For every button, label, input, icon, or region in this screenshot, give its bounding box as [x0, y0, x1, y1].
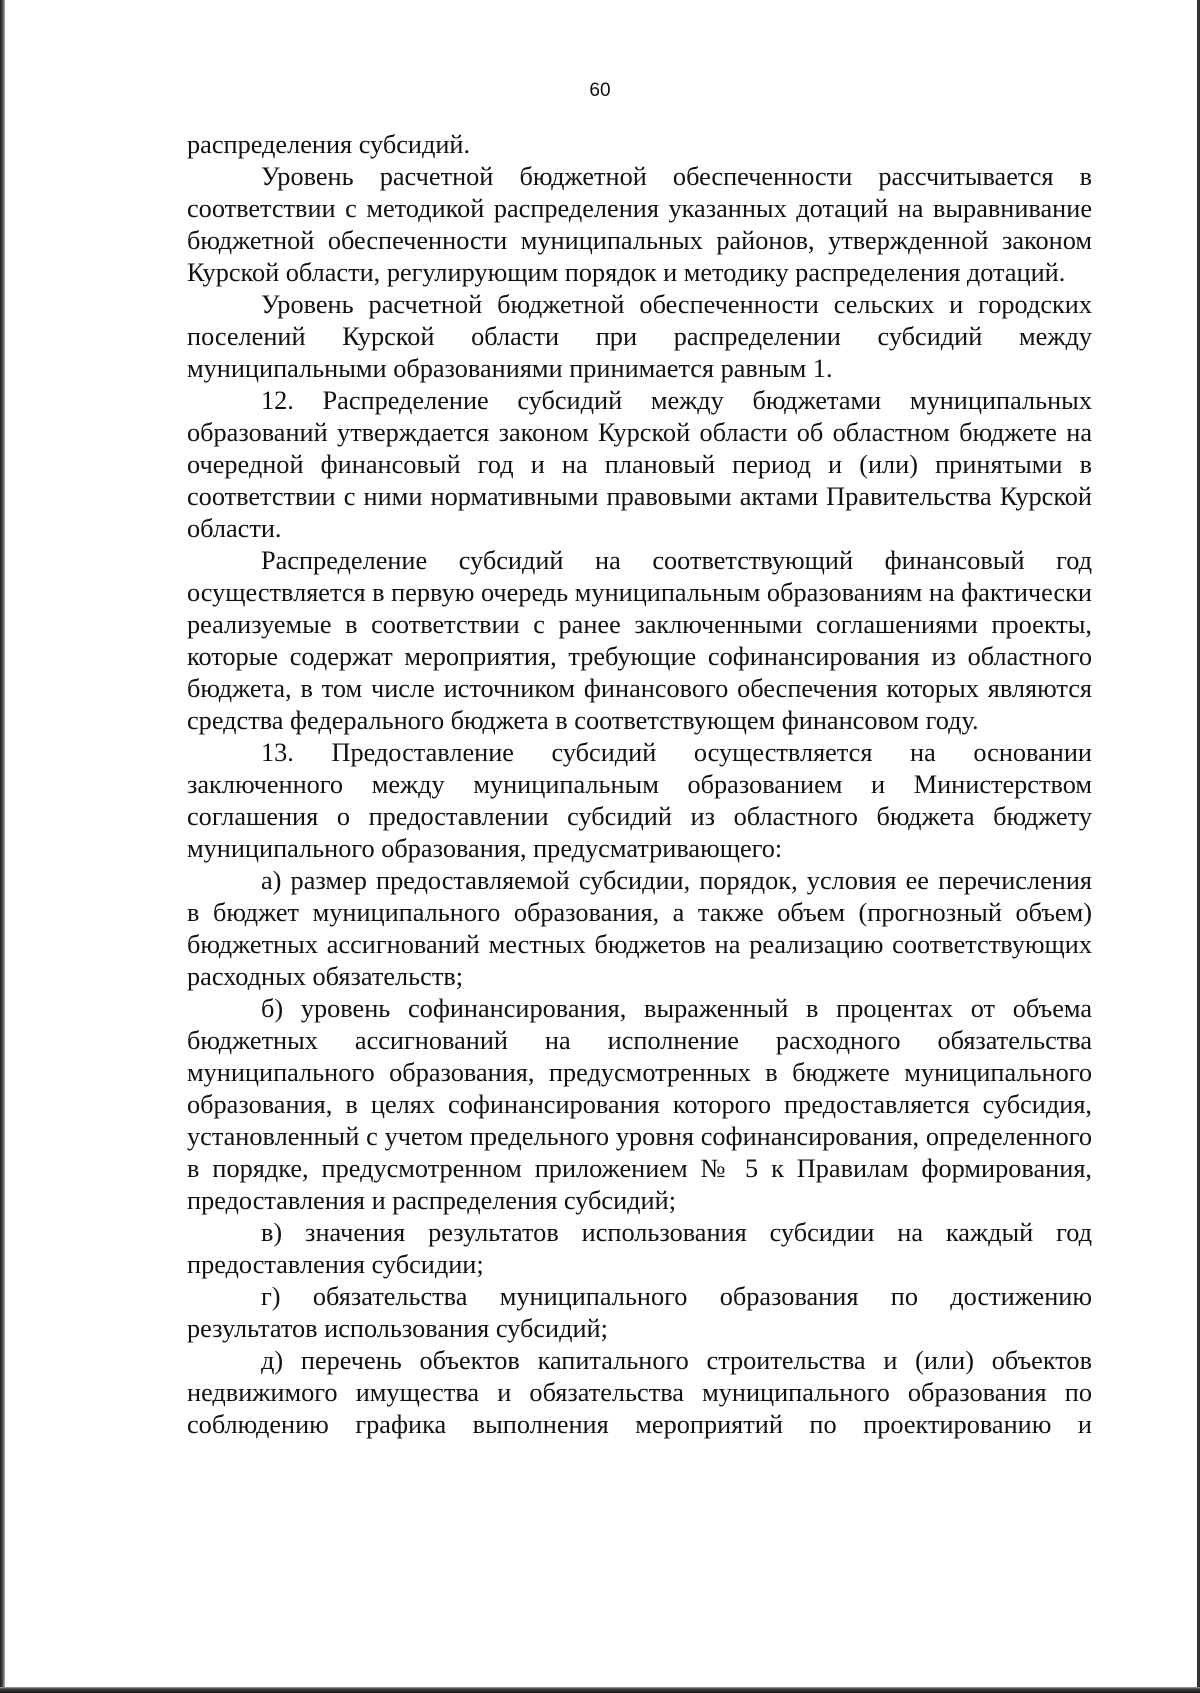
paragraph: Распределение субсидий на соответствующий финансовый год осуществляется в первую очередь муниципальным образованиям на фактически реализуемые в соответствии с ранее заключенными соглашениями проекты, которые содержат мероприятия, требующие софинансирования из областного бюджета, в том числе источником финансового обеспечения которых являются средства федерального бюджета в соответствующем финансовом году.	[187, 546, 1092, 735]
page-number: 60	[589, 80, 611, 101]
paragraph: Уровень расчетной бюджетной обеспеченности рассчитывается в соответствии с методикой распределения указанных дотаций на выравнивание бюджетной обеспеченности муниципальных районов, утвержденной законом Курской области, регулирующим порядок и методику распределения дотаций.	[187, 162, 1092, 287]
paragraph-continuation: распределения субсидий.	[187, 130, 471, 159]
paragraph-item-12: 12. Распределение субсидий между бюджетами муниципальных образований утверждается законом Курской области об областном бюджете на очередной финансовый год и на плановый период и (или) принятыми в соответствии с ними нормативными правовыми актами Правительства Курской области.	[187, 386, 1092, 543]
scan-border-left	[0, 0, 5, 1693]
subitem-v: в) значения результатов использования субсидии на каждый год предоставления субсидии;	[187, 1218, 1092, 1279]
subitem-g: г) обязательства муниципального образования по достижению результатов использования субсидий;	[187, 1282, 1092, 1343]
scan-border-bottom	[0, 1687, 1200, 1693]
subitem-a: а) размер предоставляемой субсидии, порядок, условия ее перечисления в бюджет муниципального образования, а также объем (прогнозный объем) бюджетных ассигнований местных бюджетов на реализацию соответствующих расходных обязательств;	[187, 866, 1092, 991]
paragraph-item-13: 13. Предоставление субсидий осуществляется на основании заключенного между муниципальным образованием и Министерством соглашения о предоставлении субсидий из областного бюджета бюджету муниципального образования, предусматривающего:	[187, 738, 1092, 863]
subitem-d: д) перечень объектов капитального строительства и (или) объектов недвижимого имущества и обязательства муниципального образования по соблюдению графика выполнения мероприятий по проектированию и	[187, 1346, 1092, 1439]
subitem-b: б) уровень софинансирования, выраженный в процентах от объема бюджетных ассигнований на исполнение расходного обязательства муниципального образования, предусмотренных в бюджете муниципального образования, в целях софинансирования которого предоставляется субсидия, установленный с учетом предельного уровня софинансирования, определенного в порядке, предусмотренном приложением № 5 к Правилам формирования, предоставления и распределения субсидий;	[187, 994, 1092, 1215]
paragraph: Уровень расчетной бюджетной обеспеченности сельских и городских поселений Курской области при распределении субсидий между муниципальными образованиями принимается равным 1.	[187, 290, 1092, 383]
document-body	[187, 129, 1092, 1441]
